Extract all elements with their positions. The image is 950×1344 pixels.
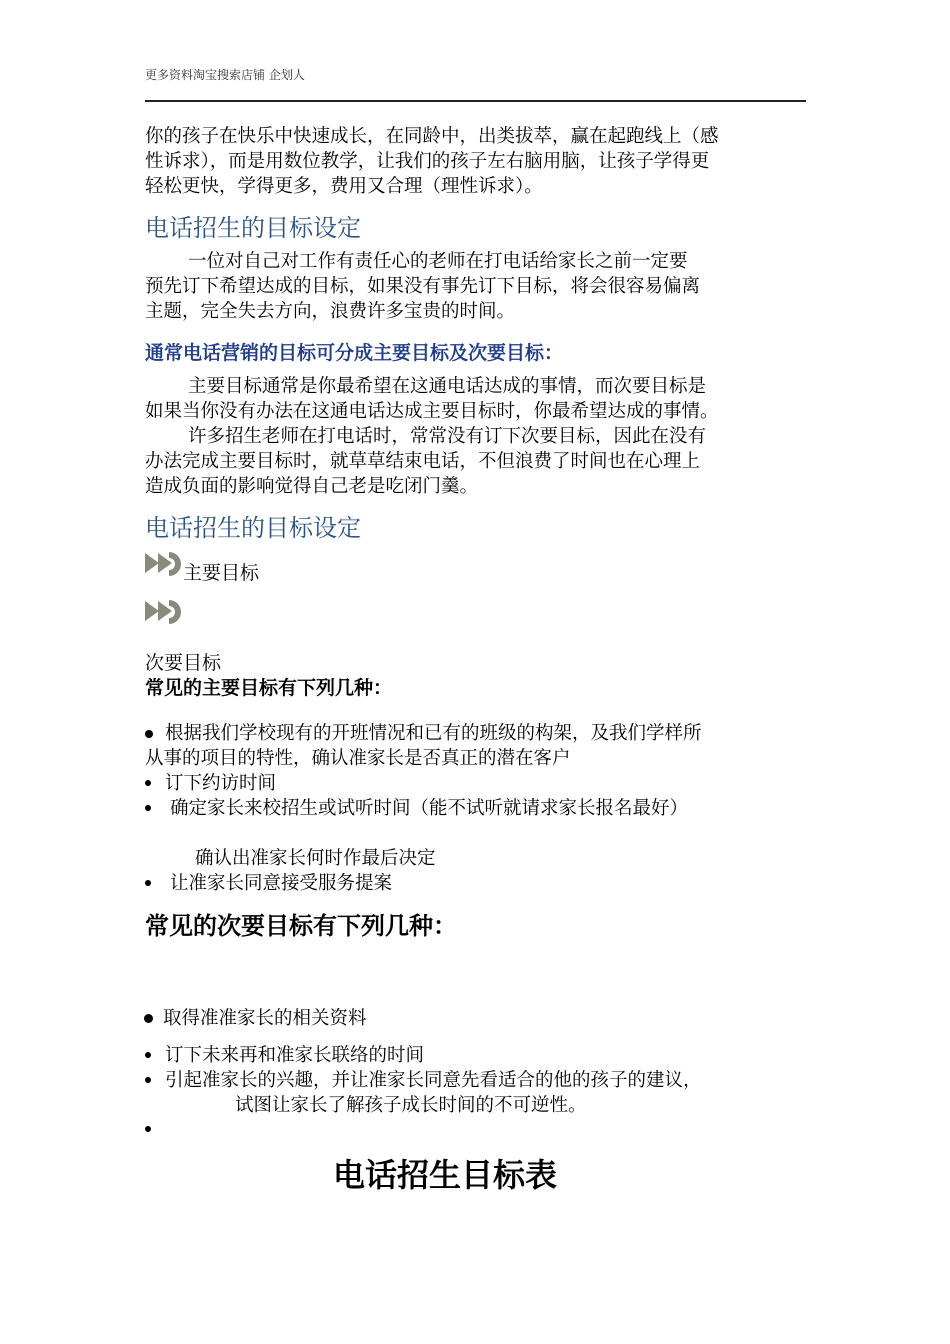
intro-line: 性诉求），而是用数位教学，让我们的孩子左右脑用脑，让孩子学得更 xyxy=(145,151,710,172)
paragraph-line: 如果当你没有办法在这通电话达成主要目标时，你最希望达成的事情。 xyxy=(145,401,719,422)
section-heading: 电话招生的目标设定 xyxy=(145,514,361,542)
intro-line: 你的孩子在快乐中快速成长，在同龄中，出类拔萃，赢在起跑线上（感 xyxy=(145,126,719,147)
list-item: 订下约访时间 xyxy=(165,773,277,794)
list-item: 确定家长来校招生或试听时间（能不试听就请求家长报名最好） xyxy=(170,798,689,819)
paragraph-line: 主题，完全失去方向，浪费许多宝贵的时间。 xyxy=(145,301,516,322)
table-title: 电话招生目标表 xyxy=(332,1156,557,1194)
paragraph-line: 造成负面的影响觉得自己老是吃闭门羹。 xyxy=(145,476,479,497)
list-item: 让准家长同意接受服务提案 xyxy=(170,873,393,894)
list-item: 取得准准家长的相关资料 xyxy=(163,1008,367,1029)
arrow-bullet-icon xyxy=(145,598,185,628)
secondary-goal-label: 次要目标 xyxy=(145,652,222,674)
page-header: 更多资料淘宝搜索店铺 企划人 xyxy=(145,68,305,82)
arrow-bullet-icon xyxy=(145,550,185,580)
subsection-heading: 通常电话营销的目标可分成主要目标及次要目标： xyxy=(145,342,564,364)
bullet xyxy=(145,1052,151,1058)
bullet xyxy=(145,1126,151,1132)
secondary-goals-heading: 常见的次要目标有下列几种： xyxy=(145,912,457,940)
paragraph-line: 一位对自己对工作有责任心的老师在打电话给家长之前一定要 xyxy=(188,251,688,272)
paragraph-line: 预先订下希望达成的目标，如果没有事先订下目标，将会很容易偏离 xyxy=(145,276,701,297)
header-rule xyxy=(145,100,806,102)
bullet xyxy=(145,1077,151,1083)
section-heading: 电话招生的目标设定 xyxy=(145,214,361,242)
list-item-continuation: 从事的项目的特性，确认准家长是否真正的潜在客户 xyxy=(145,748,571,769)
bullet xyxy=(145,880,151,886)
primary-goals-heading: 常见的主要目标有下列几种： xyxy=(145,677,393,699)
bullet xyxy=(145,780,151,786)
paragraph-line: 主要目标通常是你最希望在这通电话达成的事情，而次要目标是 xyxy=(188,376,707,397)
list-item: 订下未来再和准家长联络的时间 xyxy=(165,1045,425,1066)
list-item: 确认出准家长何时作最后决定 xyxy=(195,848,436,869)
paragraph-line: 许多招生老师在打电话时，常常没有订下次要目标，因此在没有 xyxy=(188,426,707,447)
primary-goal-label: 主要目标 xyxy=(183,562,260,584)
bullet xyxy=(144,1014,153,1023)
list-item-continuation: 试图让家长了解孩子成长时间的不可逆性。 xyxy=(235,1095,587,1116)
list-item: 引起准家长的兴趣，并让准家长同意先看适合的他的孩子的建议， xyxy=(165,1070,702,1091)
intro-line: 轻松更快，学得更多，费用又合理（理性诉求）。 xyxy=(145,176,543,197)
list-item: 根据我们学校现有的开班情况和已有的班级的构架，及我们学样所 xyxy=(165,723,702,744)
bullet xyxy=(145,730,153,738)
bullet xyxy=(145,805,151,811)
paragraph-line: 办法完成主要目标时，就草草结束电话，不但浪费了时间也在心理上 xyxy=(145,451,701,472)
